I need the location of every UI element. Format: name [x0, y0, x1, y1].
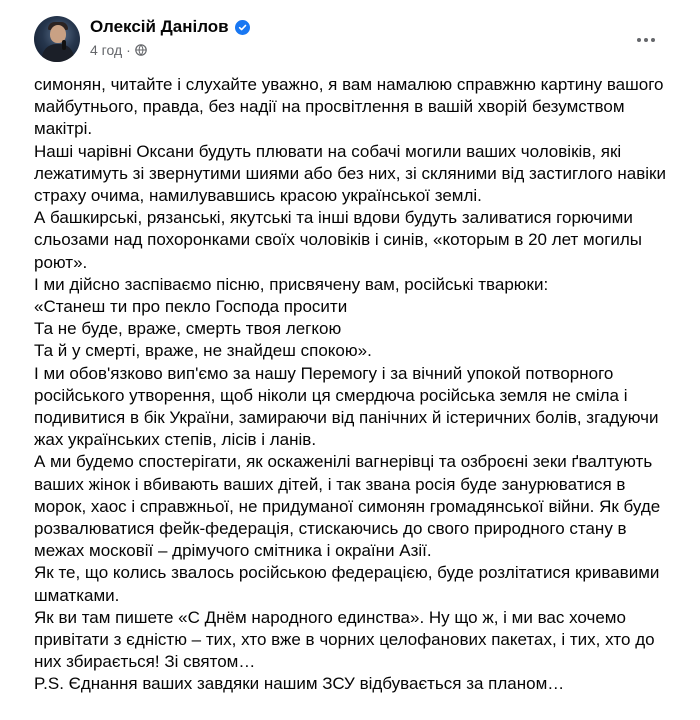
poem-line: «Станеш ти про пекло Господа просити [34, 297, 348, 317]
verified-badge-icon [235, 20, 250, 35]
author-name[interactable]: Олексій Данілов [90, 17, 229, 36]
poem-line: Та й у смерті, враже, не знайдеш спокою». [34, 341, 372, 361]
poem-line: Та не буде, враже, смерть твоя легкою [34, 319, 342, 339]
post-paragraph: А башкирські, рязанські, якутські та інші вдови будуть заливатися горючими сльозами над похоронками своїх чоловіків і синів, «которым в 20 лет могилы роют». [34, 208, 643, 272]
post-paragraph: P.S. Єднання ваших завдяки нашим ЗСУ відбувається за планом… [34, 674, 565, 694]
post-paragraph: симонян, читайте і слухайте уважно, я вам намалюю справжню картину вашого майбутнього, правда, без надії на просвітлення в вашій хворій безумством макітрі. [34, 75, 664, 139]
post-meta: 4 год · [90, 42, 147, 58]
post-paragraph: Як ви там пишете «С Днём народного единства». Ну що ж, і ми вас хочемо привітати з єдністю – тих, хто вже в чорних целофанових пакетах, і тих, хто до них збирається! Зі святом… [34, 607, 655, 672]
post-paragraph: І ми обов'язково вип'ємо за нашу Перемогу і за вічний упокой потворного російського утворення, щоб ніколи ця смердюча російська земля не сміла і подивитися в бік України, замираючи від панічних й істеричних болів, згадуючи жах українських степів, лісів і ланів. [34, 363, 659, 450]
post-timestamp[interactable]: 4 год [90, 42, 123, 58]
post-paragraph: Як те, що колись звалось російською федерацією, буде розлітатися кривавими шматками. [34, 563, 660, 605]
post-body [34, 74, 674, 696]
author-name-row [90, 17, 250, 37]
post-header [0, 0, 700, 76]
post-paragraph: І ми дійсно заспіваємо пісню, присвячену вам, російські тварюки: [34, 274, 549, 294]
post-paragraph: Наші чарівні Оксани будуть плювати на собачі могили ваших чоловіків, які лежатимуть зі звернутими шиями або без них, зі скляними від застиглого навіки страху очима, намилувавшись красою української землі. [34, 141, 666, 206]
post-paragraph: А ми будемо спостерігати, як оскаженілі вагнерівці та озброєні зеки ґвалтують ваших жінок і вбивають ваших дітей, і так звана росія буде занурюватися в морок, хаос і справжньої, не придуманої симонян громадянської війни. Як буде розвалюватися фейк-федерація, стискаючись до свого природного стану в межах московії – дрімучого смітника і окраїни Азії. [34, 452, 661, 561]
author-avatar[interactable] [34, 16, 80, 62]
globe-icon [135, 44, 147, 56]
more-options-icon[interactable] [632, 30, 660, 50]
